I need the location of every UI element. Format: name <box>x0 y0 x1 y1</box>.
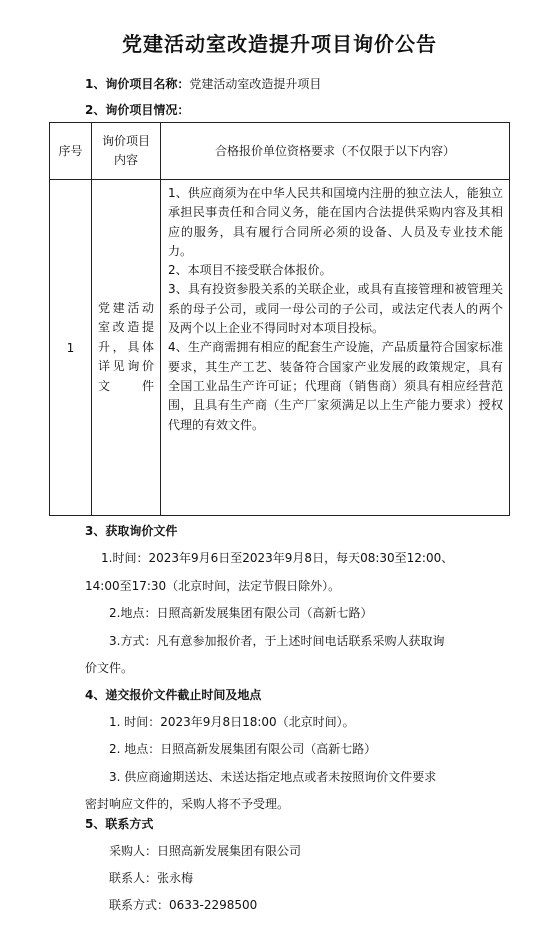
requirement-item: 4、生产商需拥有相应的配套生产设施，产品质量符合国家标准要求，其生产工艺、装备符合国家产业发展的政策规定，具有全国工业品生产许可证；代理商（销售商）须具有相应经营范围，且具有生产商（生产厂家须满足以上生产能力要求）授权代理的有效文件。 <box>168 340 503 432</box>
deadline-place: 2. 地点：日照高新发展集团有限公司（高新七路） <box>109 742 377 756</box>
requirement-item: 3、具有投资参股关系的关联企业，或具有直接管理和被管理关系的母子公司，或同一母公司的子公司，或法定代表人的两个及两个以上企业不得同时对本项目投标。 <box>168 282 503 336</box>
header-seq: 序号 <box>50 123 92 180</box>
header-content: 询价项目内容 <box>92 123 161 180</box>
contact-phone: 联系方式：0633-2298500 <box>109 898 258 912</box>
requirement-item: 2、本项目不接受联合体报价。 <box>168 263 332 278</box>
deadline-note-line1: 3. 供应商逾期送达、未送达指定地点或者未按照询价文件要求 <box>109 770 437 784</box>
obtain-place: 2.地点：日照高新发展集团有限公司（高新七路） <box>109 606 373 620</box>
contact-person: 联系人：张永梅 <box>109 871 194 885</box>
section-deadline-heading: 4、递交报价文件截止时间及地点 <box>85 688 262 702</box>
obtain-method-line1: 3.方式：凡有意参加报价者，于上述时间电话联系采购人获取询 <box>109 634 445 648</box>
obtain-time-line2: 14:00至17:30（北京时间，法定节假日除外）。 <box>85 579 341 593</box>
deadline-note-line2: 密封响应文件的，采购人将不予受理。 <box>85 797 290 811</box>
table-row <box>50 180 510 516</box>
row-content: 党建活动室改造提升，具体详见询价文件 <box>92 180 161 516</box>
table-header-row <box>50 123 510 180</box>
section-project-name <box>85 77 321 91</box>
header-requirements: 合格报价单位资格要求（不仅限于以下内容） <box>161 123 510 180</box>
row-requirements <box>161 180 510 516</box>
section-contact-heading: 5、联系方式 <box>85 817 154 831</box>
requirement-item: 1、供应商须为在中华人民共和国境内注册的独立法人，能独立承担民事责任和合同义务，能在国内合法提供采购内容及其相应的服务，具有履行合同所必须的设备、人员及专业技术能力。 <box>168 186 503 258</box>
notice-title: 党建活动室改造提升项目询价公告 <box>122 32 437 56</box>
obtain-time-line1: 1.时间：2023年9月6日至2023年9月8日，每天08:30至12:00、 <box>101 551 454 565</box>
row-seq: 1 <box>50 180 92 516</box>
section-project-info-heading: 2、询价项目情况： <box>85 103 190 117</box>
requirements-table <box>49 122 510 516</box>
deadline-time: 1. 时间：2023年9月8日18:00（北京时间）。 <box>109 715 355 729</box>
obtain-method-line2: 价文件。 <box>85 661 134 675</box>
section-obtain-heading: 3、获取询价文件 <box>85 524 178 538</box>
contact-purchaser: 采购人：日照高新发展集团有限公司 <box>109 844 302 858</box>
project-name-value: 党建活动室改造提升项目 <box>189 77 322 91</box>
project-name-label: 1、询价项目名称： <box>85 77 190 91</box>
